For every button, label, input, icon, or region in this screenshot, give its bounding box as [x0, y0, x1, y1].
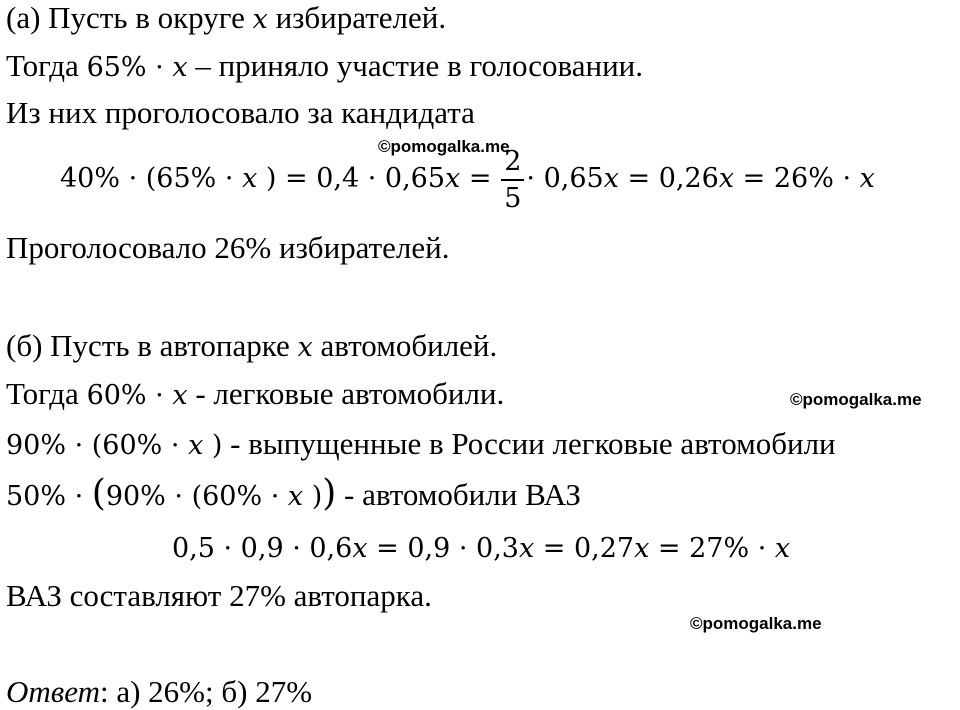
variable-x: x	[172, 52, 188, 83]
part-b-conclusion: ВАЗ составляют 27% автопарка.	[6, 578, 432, 613]
variable-x: x	[297, 332, 313, 363]
variable-x: x	[252, 4, 268, 35]
part-b-line-4: 50% · (90% · (60% · x )) - автомобили ВАЗ	[6, 473, 581, 514]
fraction-two-fifths: $\frac{2}{5}$	[501, 148, 524, 212]
part-a-equation: 40% · (65% · x ) = 0,4 · 0,65x = $\frac{2}{5}$ · 0,65x = 0,26x = 26% · x	[60, 146, 875, 214]
part-a-conclusion: Проголосовало 26% избирателей.	[6, 230, 450, 265]
part-b-equation: 0,5 · 0,9 · 0,6x = 0,9 · 0,3x = 0,27x = 27% · x	[172, 533, 791, 564]
variable-x: x	[172, 380, 188, 411]
answer-line	[6, 676, 312, 707]
watermark: ©pomogalka.me	[690, 614, 822, 633]
part-a-line-2: Тогда 65% · x – приняло участие в голосовании.	[6, 48, 643, 83]
answer-text: : а) 26%; б) 27%	[99, 674, 313, 709]
part-b-line-1: (б) Пусть в автопарке x автомобилей.	[6, 328, 498, 363]
answer-label: Ответ	[6, 674, 100, 709]
part-a-line-1: (а) Пусть в округе x избирателей.	[6, 0, 447, 35]
part-b-line-2: Тогда 60% · x - легковые автомобили.	[6, 376, 505, 411]
part-a-line-3: Из них проголосовало за кандидата	[6, 95, 475, 130]
watermark: ©pomogalka.me	[790, 390, 922, 409]
watermark: ©pomogalka.me	[378, 137, 510, 156]
part-b-line-3: 90% · (60% · x ) - выпущенные в России легковые автомобили	[6, 426, 836, 461]
